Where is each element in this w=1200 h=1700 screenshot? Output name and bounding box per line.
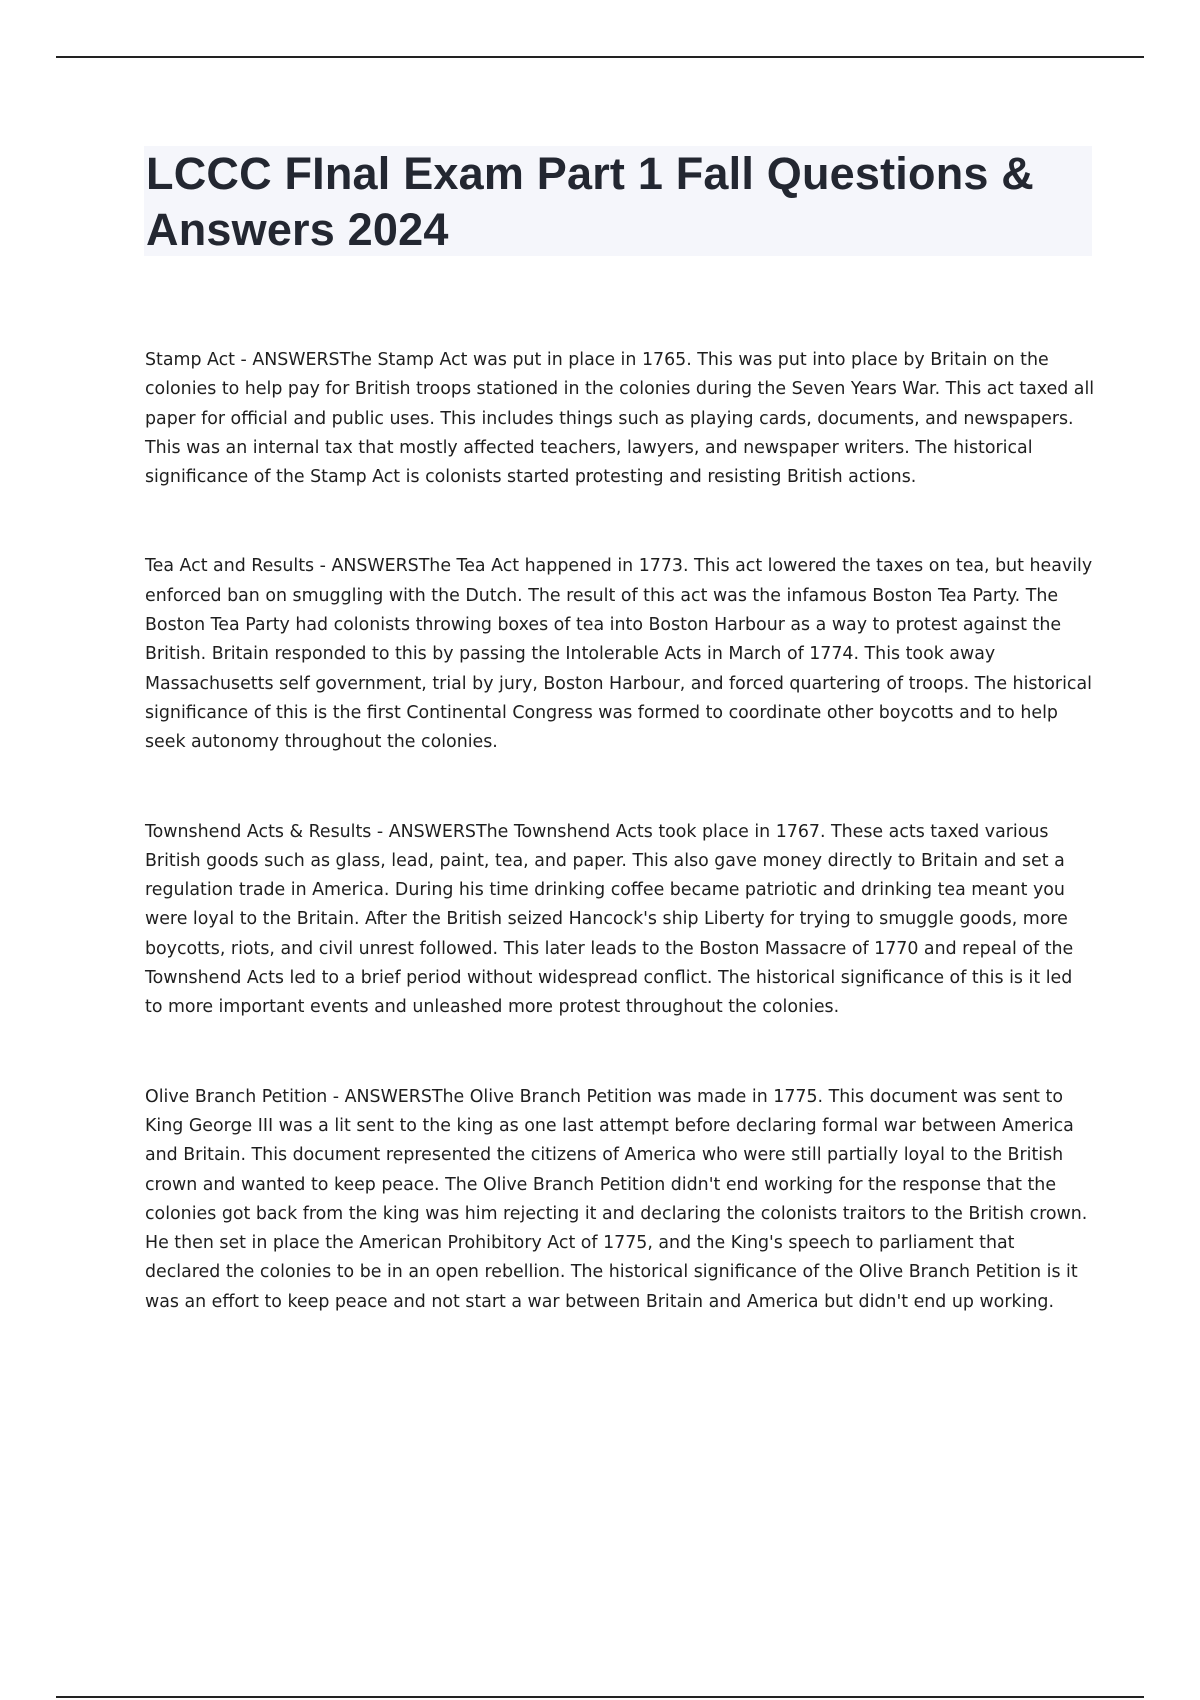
top-rule (56, 56, 1144, 58)
qa-term: Stamp Act (145, 350, 235, 370)
qa-answer: ANSWERSThe Tea Act happened in 1773. This act lowered the taxes on tea, but heavily enforced ban on smuggling with the Dutch. The result of this act was the infamous Boston Tea Party. The Boston Tea Party had colonists throwing boxes of tea into Boston Harbour as a way to protest against the British. Britain responded to this by passing the Intolerable Acts in March of 1774. This took away Massachusetts self government, trial by jury, Boston Harbour, and forced quartering of troops. The historical significance of this is the first Continental Congress was formed to coordinate other boycotts and to help seek autonomy throughout the colonies. (145, 556, 1093, 753)
bottom-rule (56, 1696, 1144, 1698)
qa-list (145, 346, 1095, 1377)
title-banner (144, 146, 1092, 256)
qa-term: Olive Branch Petition (145, 1086, 328, 1107)
qa-term: Townshend Acts & Results (145, 821, 372, 842)
qa-separator: - (371, 821, 389, 842)
qa-item-tea-act (145, 552, 1095, 757)
qa-answer: ANSWERSThe Olive Branch Petition was made in 1775. This document was sent to King George III was a lit sent to the king as one last attempt before declaring formal war between America and Britain. This document represented the citizens of America who were still partially loyal to the British crown and wanted to keep peace. The Olive Branch Petition didn't end working for the response that the colonies got back from the king was him rejecting it and declaring the colonists traitors to the British crown. He then set in place the American Prohibitory Act of 1775, and the King's speech to parliament that declared the colonies to be in an open rebellion. The historical significance of the Olive Branch Petition is it was an effort to keep peace and not start a war between Britain and America but didn't end up working. (145, 1086, 1088, 1312)
qa-answer: ANSWERSThe Stamp Act was put in place in 1765. This was put into place by Britain on the colonies to help pay for British troops stationed in the colonies during the Seven Years War. This act taxed all paper for official and public uses. This includes things such as playing cards, documents, and newspapers. This was an internal tax that mostly affected teachers, lawyers, and newspaper writers. The historical significance of the Stamp Act is colonists started protesting and resisting British actions. (145, 350, 1095, 488)
qa-item-olive-branch-petition (145, 1083, 1095, 1317)
qa-answer: ANSWERSThe Townshend Acts took place in 1767. These acts taxed various British goods such as glass, lead, paint, tea, and paper. This also gave money directly to Britain and set a regulation trade in America. During his time drinking coffee became patriotic and drinking tea meant you were loyal to the Britain. After the British seized Hancock's ship Liberty for trying to smuggle goods, more boycotts, riots, and civil unrest followed. This later leads to the Boston Massacre of 1770 and repeal of the Townshend Acts led to a brief period without widespread conflict. The historical significance of this is it led to more important events and unleashed more protest throughout the colonies. (145, 821, 1074, 1018)
qa-term: Tea Act and Results (145, 556, 315, 577)
qa-item-townshend-acts (145, 818, 1095, 1023)
qa-separator: - (235, 350, 253, 370)
qa-separator: - (327, 1086, 345, 1107)
page-title: LCCC FInal Exam Part 1 Fall Questions & Answers 2024 (146, 148, 1035, 255)
qa-item-stamp-act (145, 346, 1095, 492)
qa-separator: - (314, 556, 332, 577)
